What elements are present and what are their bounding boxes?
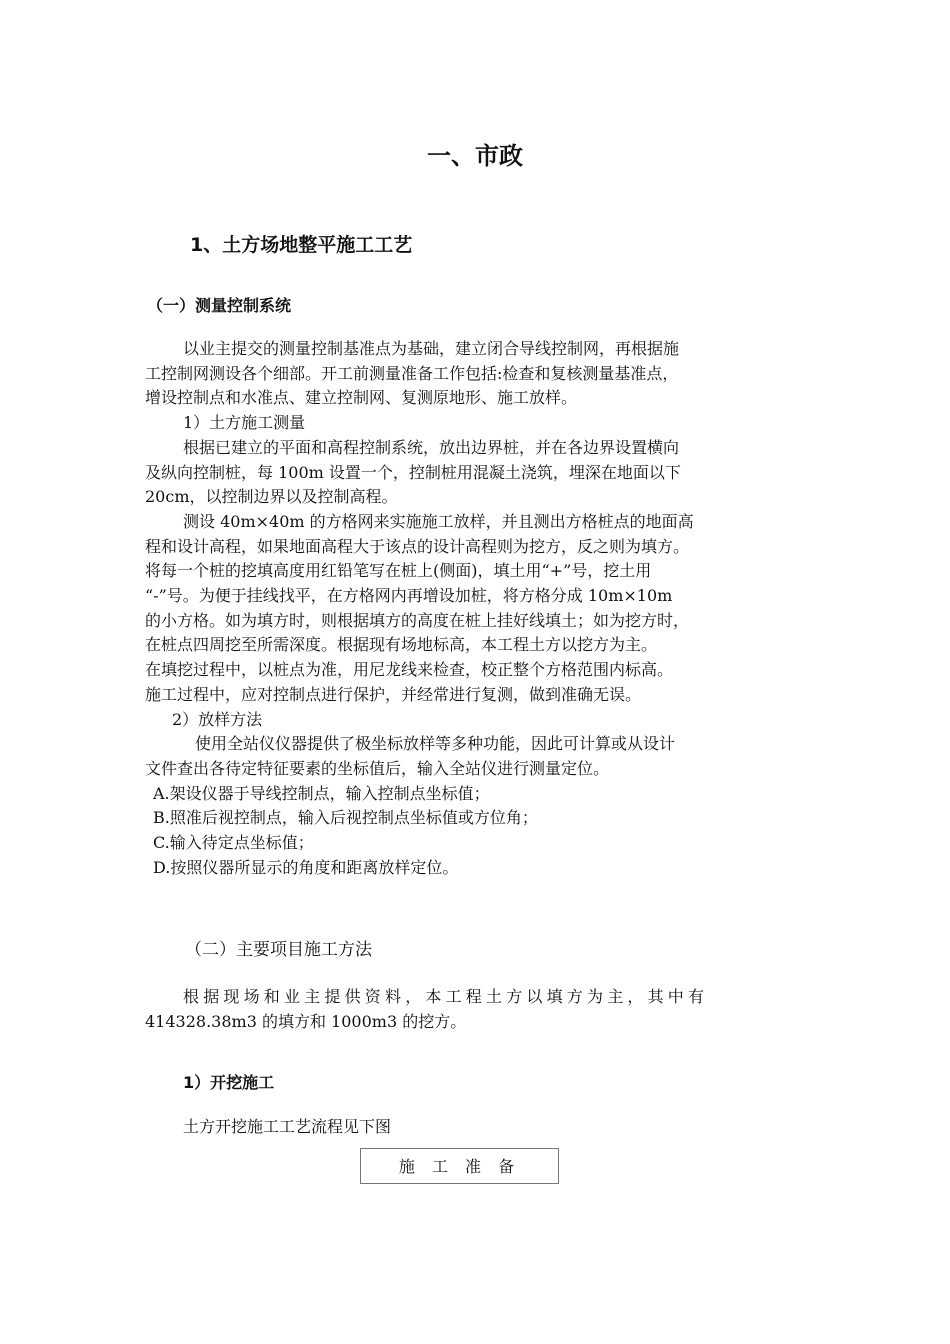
intro-line: 工控制网测设各个细部。开工前测量准备工作包括:检查和复核测量基准点， — [145, 363, 679, 383]
flow-caption: 土方开挖施工工艺流程见下图 — [183, 1117, 392, 1136]
sub1-line: 施工过程中，应对控制点进行保护，并经常进行复测，做到准确无误。 — [145, 684, 642, 704]
sub1-line: 在桩点四周挖至所需深度。根据现有场地标高，本工程土方以挖方为主。 — [145, 635, 658, 655]
step-item: A.架设仪器于导线控制点，输入控制点坐标值； — [153, 783, 490, 803]
sub1-line: 根据已建立的平面和高程控制系统，放出边界桩，并在各边界设置横向 — [183, 437, 680, 457]
sub1-line: “-”号。为便于挂线找平，在方格网内再增设加桩，将方格分成 10m×10m — [145, 586, 673, 606]
part2-line: 根据现场和业主提供资料，本工程土方以填方为主，其中有 — [183, 987, 709, 1006]
step-item: D.按照仪器所显示的角度和距离放样定位。 — [153, 857, 459, 877]
part1-heading: （一）测量控制系统 — [147, 296, 292, 315]
part2-line: 414328.38m3 的填方和 1000m3 的挖方。 — [145, 1011, 467, 1031]
section-title: 1、土方场地整平施工工艺 — [190, 234, 413, 256]
sub2-line: 使用全站仪仪器提供了极坐标放样等多种功能，因此可计算或从设计 — [195, 734, 676, 754]
sub2-line: 文件查出各待定特征要素的坐标值后，输入全站仪进行测量定位。 — [145, 758, 610, 778]
part1-intro — [145, 337, 815, 880]
intro-line: 以业主提交的测量控制基准点为基础，建立闭合导线控制网，再根据施 — [183, 339, 680, 358]
sub1-line: 将每一个桩的挖填高度用红铅笔写在桩上(侧面)，填土用“+”号，挖土用 — [145, 561, 652, 581]
sub1-line: 在填挖过程中，以桩点为准，用尼龙线来检查，校正整个方格范围内标高。 — [145, 660, 674, 680]
sub1-line: 程和设计高程，如果地面高程大于该点的设计高程则为挖方，反之则为填方。 — [145, 536, 690, 556]
intro-line: 增设控制点和水准点、建立控制网、复测原地形、施工放样。 — [145, 388, 578, 408]
chapter-title: 一、市政 — [427, 142, 523, 170]
step-item: C.输入待定点坐标值； — [153, 833, 314, 853]
part2-para — [145, 985, 815, 1034]
excavation-heading: 1）开挖施工 — [183, 1073, 275, 1092]
sub1-line: 的小方格。如为填方时，则根据填方的高度在桩上挂好线填土；如为挖方时， — [145, 610, 690, 630]
sub1-line: 20cm，以控制边界以及控制高程。 — [145, 487, 398, 507]
step-item: B.照准后视控制点，输入后视控制点坐标值或方位角； — [153, 808, 538, 828]
flowchart-box-construction-prep: 施 工 准 备 — [360, 1148, 559, 1184]
sub1-line: 测设 40m×40m 的方格网来实施施工放样，并且测出方格桩点的地面高 — [183, 511, 694, 531]
sub1-title: 1）土方施工测量 — [183, 413, 306, 433]
sub2-title: 2）放样方法 — [172, 709, 263, 729]
sub1-line: 及纵向控制桩，每 100m 设置一个，控制桩用混凝土浇筑，埋深在地面以下 — [145, 462, 681, 482]
part2-heading: （二）主要项目施工方法 — [185, 940, 372, 960]
